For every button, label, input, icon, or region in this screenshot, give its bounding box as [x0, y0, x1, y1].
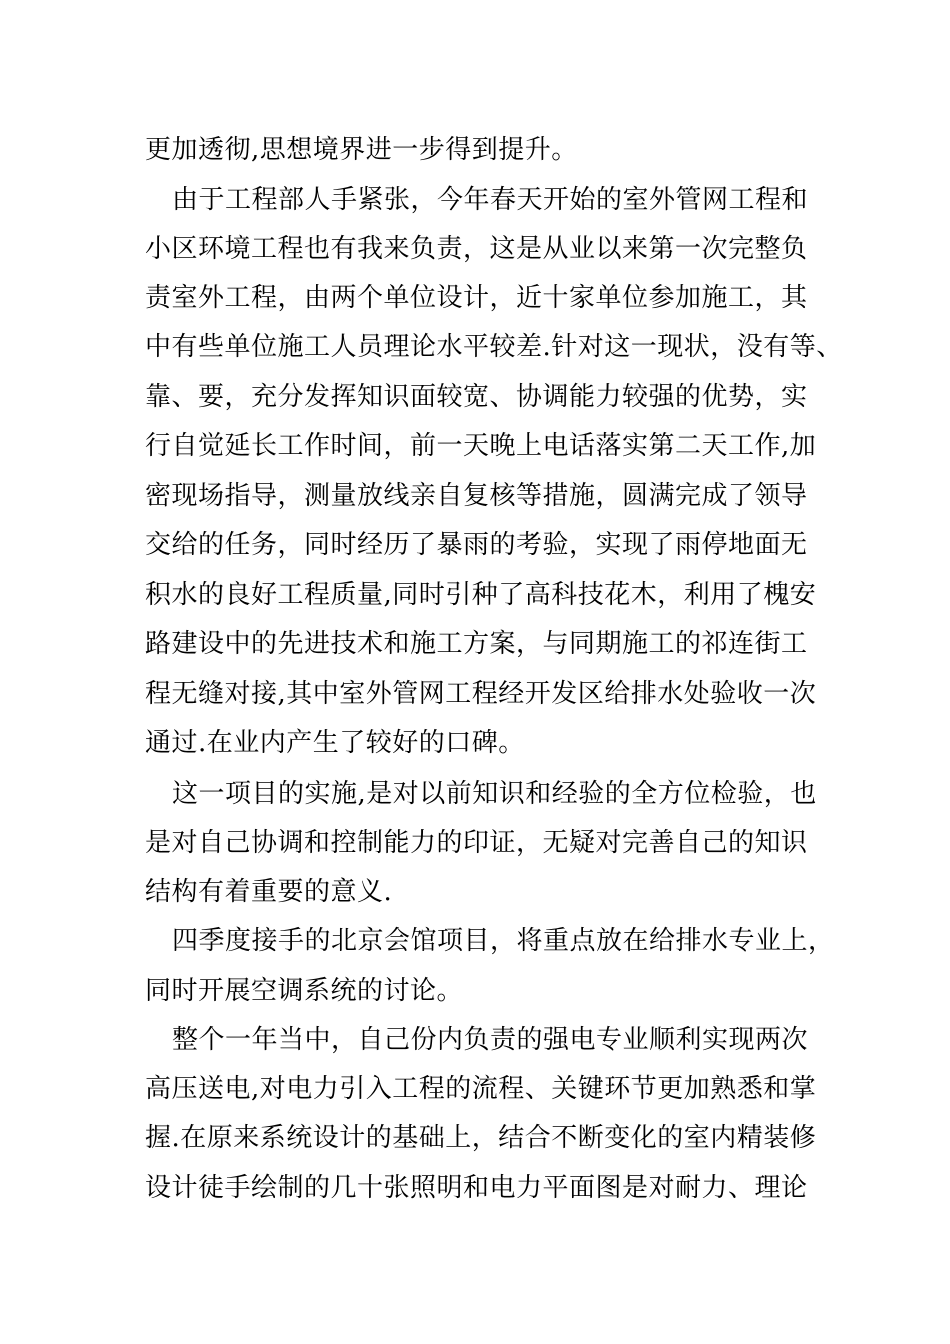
- text-line: 更加透彻,思想境界进一步得到提升。: [145, 135, 578, 165]
- text-line: 同时开展空调系统的讨论。: [145, 976, 464, 1006]
- text-line: 握.在原来系统设计的基础上，结合不断变化的室内精装修: [145, 1123, 817, 1153]
- text-line: 靠、要，充分发挥知识面较宽、协调能力较强的优势，实: [145, 382, 808, 412]
- text-line: 行自觉延长工作时间，前一天晚上电话落实第二天工作,加: [145, 431, 817, 461]
- text-line: 高压送电,对电力引入工程的流程、关键环节更加熟悉和掌: [145, 1074, 817, 1104]
- text-line: 程无缝对接,其中室外管网工程经开发区给排水处验收一次: [145, 679, 817, 709]
- text-line: 交给的任务，同时经历了暴雨的考验，实现了雨停地面无: [145, 530, 808, 560]
- text-line: 这一项目的实施,是对以前知识和经验的全方位检验，也: [172, 779, 817, 809]
- text-line: 是对自己协调和控制能力的印证，无疑对完善自己的知识: [145, 828, 808, 858]
- text-line: 路建设中的先进技术和施工方案，与同期施工的祁连街工: [145, 629, 808, 659]
- text-line: 由于工程部人手紧张，今年春天开始的室外管网工程和: [172, 185, 809, 215]
- text-line: 设计徒手绘制的几十张照明和电力平面图是对耐力、理论: [145, 1173, 808, 1203]
- text-line: 整个一年当中，自己份内负责的强电专业顺利实现两次: [172, 1025, 809, 1055]
- text-line: 积水的良好工程质量,同时引种了高科技花木，利用了槐安: [145, 580, 817, 610]
- text-line: 结构有着重要的意义.: [145, 877, 393, 907]
- text-line: 中有些单位施工人员理论水平较差.针对这一现状，没有等、: [145, 332, 843, 362]
- text-line: 四季度接手的北京会馆项目，将重点放在给排水专业上，: [172, 926, 835, 956]
- text-line: 通过.在业内产生了较好的口碑。: [145, 728, 525, 758]
- text-line: 责室外工程，由两个单位设计，近十家单位参加施工，其: [145, 283, 808, 313]
- text-line: 小区环境工程也有我来负责，这是从业以来第一次完整负: [145, 234, 808, 264]
- text-line: 密现场指导，测量放线亲自复核等措施，圆满完成了领导: [145, 481, 808, 511]
